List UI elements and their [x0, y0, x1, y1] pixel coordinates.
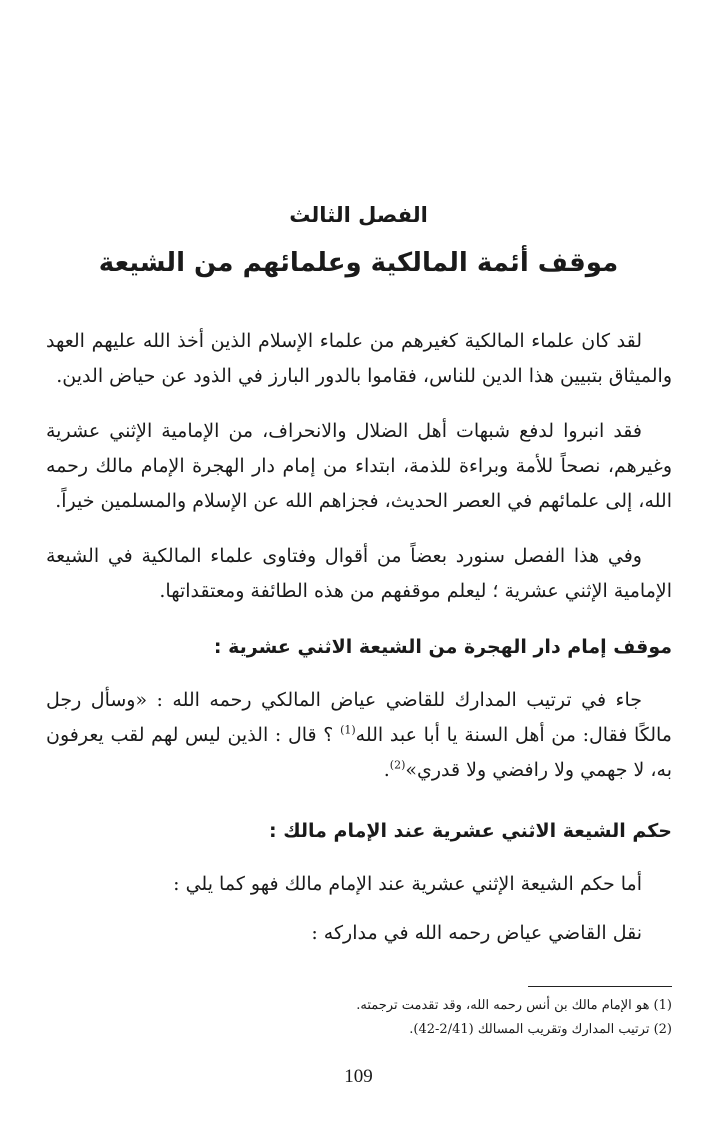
section-heading-malik-position: موقف إمام دار الهجرة من الشيعة الاثني عشرية : [213, 636, 672, 658]
chapter-label: الفصل الثالث [289, 203, 428, 227]
paragraph-ruling-intro: أما حكم الشيعة الإثني عشرية عند الإمام مالك فهو كما يلي : [173, 873, 642, 895]
paragraph-quote-madarik [46, 683, 672, 788]
paragraph-iyad-quote-intro: نقل القاضي عياض رحمه الله في مداركه : [311, 922, 642, 944]
paragraph-refutation: فقد انبروا لدفع شبهات أهل الضلال والانحراف، من الإمامية الإثني عشرية وغيرهم، نصحاً للأمة وبراءة للذمة، ابتداء من إمام دار الهجرة الإمام مالك رحمه الله، إلى علمائهم في العصر الحديث، فجزاهم الله عن الإسلام والمسلمين خيراً. [46, 420, 672, 512]
chapter-title: موقف أئمة المالكية وعلمائهم من الشيعة [98, 248, 619, 278]
paragraph-chapter-scope: وفي هذا الفصل سنورد بعضاً من أقوال وفتاوى علماء المالكية في الشيعة الإمامية الإثني عشرية ؛ ليعلم موقفهم من هذه الطائفة ومعتقداتها. [46, 545, 672, 602]
quote-text-part2: ؟ قال : الذين ليس لهم لقب يعرفون به، لا جهمي ولا رافضي ولا قدري» [46, 724, 672, 781]
footnote-1: (1) هو الإمام مالك بن أنس رحمه الله، وقد تقدمت ترجمته. [356, 998, 672, 1013]
footnote-ref-1: (1) [340, 723, 356, 737]
quote-text-part1: جاء في ترتيب المدارك للقاضي عياض المالكي رحمه الله : «وسأل رجل مالكًا فقال: من أهل السنة يا أبا عبد الله [46, 689, 672, 746]
quote-end: . [383, 759, 390, 781]
footnote-2: (2) ترتيب المدارك وتقريب المسالك (2/41-42). [409, 1022, 672, 1037]
section-heading-ruling: حكم الشيعة الاثني عشرية عند الإمام مالك : [268, 820, 672, 842]
paragraph-intro: لقد كان علماء المالكية كغيرهم من علماء الإسلام الذين أخذ الله عليهم العهد والميثاق بتبيين هذا الدين للناس، فقاموا بالدور البارز في الذود عن حياض الدين. [46, 330, 672, 387]
footnotes [46, 994, 672, 1042]
page-number: 109 [344, 1066, 373, 1087]
footnote-divider [528, 986, 672, 987]
footnote-ref-2: (2) [389, 758, 406, 772]
